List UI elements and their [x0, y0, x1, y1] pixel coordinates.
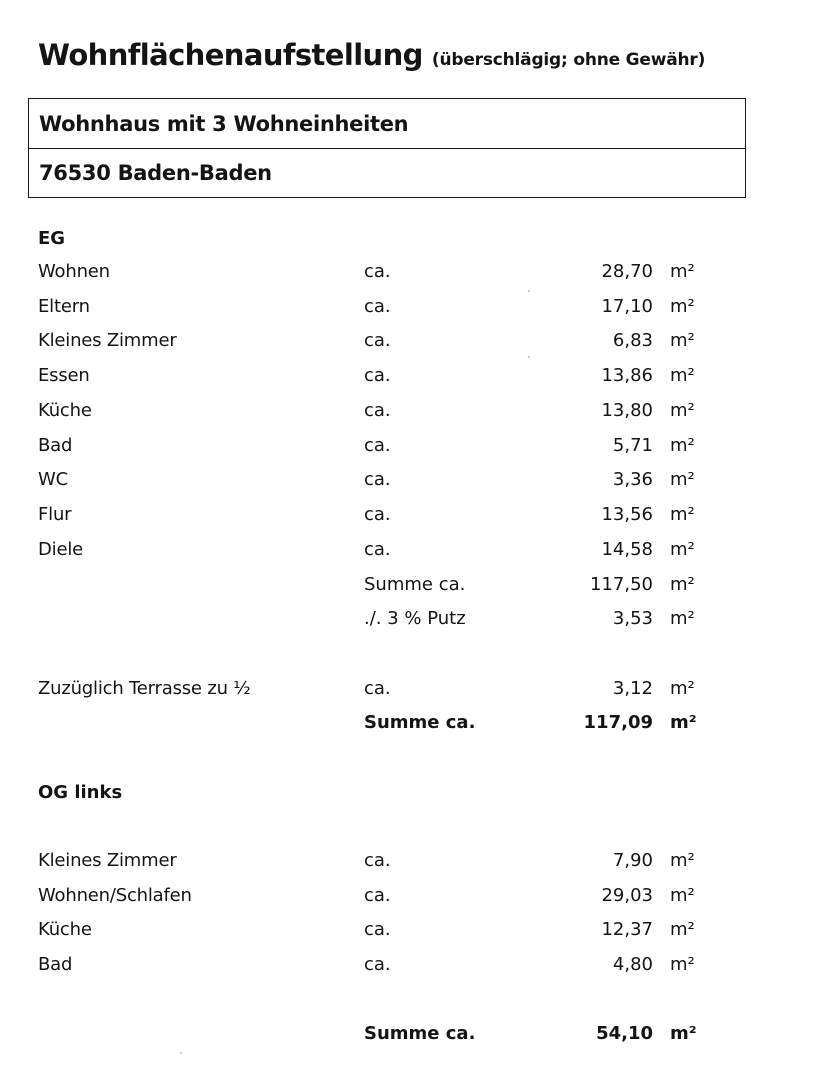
room-row: [0, 359, 815, 393]
room-row: [0, 394, 815, 428]
unit-label: m²: [670, 884, 695, 906]
room-label: Wohnen/Schlafen: [38, 884, 192, 906]
subtotal-value: 117,50: [590, 574, 653, 595]
unit-label: m²: [670, 399, 695, 421]
room-row: [0, 255, 815, 289]
room-row: [0, 463, 815, 497]
unit-label: m²: [670, 434, 695, 456]
area-value: 12,37: [601, 919, 653, 941]
room-label: Küche: [38, 399, 92, 421]
room-row: [0, 533, 815, 567]
unit-label: m²: [670, 538, 695, 560]
total-value: 54,10: [596, 1023, 653, 1044]
area-value: 5,71: [612, 434, 653, 456]
unit-label: m²: [670, 850, 695, 871]
unit-label: m²: [670, 261, 695, 282]
terrace-value: 3,12: [612, 678, 653, 699]
room-label: Küche: [38, 919, 92, 941]
ca-text: ca.: [364, 261, 391, 282]
area-value: 13,86: [601, 365, 653, 387]
room-row: [0, 290, 815, 324]
scan-speck: [528, 290, 530, 292]
total-value: 117,09: [583, 712, 653, 733]
total-label: Summe ca.: [364, 712, 476, 733]
area-value: 3,36: [612, 469, 653, 491]
room-label: Wohnen: [38, 261, 110, 282]
room-row: [0, 844, 815, 878]
room-label: Essen: [38, 365, 90, 387]
section-heading-og-links: OG links: [38, 782, 123, 803]
ca-text: ca.: [364, 469, 391, 491]
room-label: Kleines Zimmer: [38, 850, 177, 871]
eg-subtotal-row: [0, 568, 815, 602]
scan-speck: [180, 1052, 182, 1054]
ca-text: ca.: [364, 538, 391, 560]
room-label: Bad: [38, 954, 73, 976]
unit-label: m²: [670, 503, 695, 525]
room-label: Kleines Zimmer: [38, 330, 177, 352]
area-value: 7,90: [612, 850, 653, 871]
area-value: 17,10: [601, 295, 653, 317]
room-row: [0, 948, 815, 982]
area-value: 13,80: [601, 399, 653, 421]
section-heading-eg: EG: [38, 228, 66, 249]
room-row: [0, 879, 815, 913]
unit-label: m²: [670, 295, 695, 317]
room-label: Eltern: [38, 295, 90, 317]
room-label: Flur: [38, 503, 72, 525]
room-row: [0, 429, 815, 463]
scan-speck: [528, 356, 530, 358]
room-label: WC: [38, 469, 68, 491]
total-label: Summe ca.: [364, 1023, 476, 1044]
building-description: Wohnhaus mit 3 Wohneinheiten: [29, 99, 745, 149]
eg-terrace-row: [0, 672, 815, 706]
room-label: Bad: [38, 434, 73, 456]
room-row: [0, 324, 815, 358]
og-links-total-row: [0, 1017, 815, 1051]
subtotal-label: Summe ca.: [364, 574, 466, 595]
unit-label: m²: [670, 1023, 697, 1044]
ca-text: ca.: [364, 434, 391, 456]
unit-label: m²: [670, 574, 695, 595]
putz-value: 3,53: [612, 608, 653, 629]
unit-label: m²: [670, 469, 695, 491]
unit-label: m²: [670, 608, 695, 629]
property-header-box: [28, 98, 746, 198]
ca-text: ca.: [364, 399, 391, 421]
unit-label: m²: [670, 712, 697, 733]
room-label: Diele: [38, 538, 84, 560]
ca-text: ca.: [364, 503, 391, 525]
area-value: 4,80: [612, 954, 653, 976]
room-row: [0, 498, 815, 532]
ca-text: ca.: [364, 919, 391, 941]
room-row: [0, 913, 815, 947]
ca-text: ca.: [364, 330, 391, 352]
area-value: 13,56: [601, 503, 653, 525]
unit-label: m²: [670, 678, 695, 699]
ca-text: ca.: [364, 884, 391, 906]
area-value: 6,83: [612, 330, 653, 352]
unit-label: m²: [670, 330, 695, 352]
location-text: 76530 Baden-Baden: [39, 161, 272, 185]
putz-label: ./. 3 % Putz: [364, 608, 466, 629]
document-title: [38, 38, 705, 72]
eg-total-row: [0, 706, 815, 740]
unit-label: m²: [670, 954, 695, 976]
title-subtitle: (überschlägig; ohne Gewähr): [431, 50, 706, 70]
unit-label: m²: [670, 365, 695, 387]
title-text: Wohnflächenaufstellung: [38, 38, 423, 72]
area-value: 29,03: [601, 884, 653, 906]
unit-label: m²: [670, 919, 695, 941]
area-value: 14,58: [601, 538, 653, 560]
terrace-label: Zuzüglich Terrasse zu ½: [38, 678, 251, 699]
area-value: 28,70: [601, 261, 653, 282]
ca-text: ca.: [364, 365, 391, 387]
eg-putz-row: [0, 602, 815, 636]
ca-text: ca.: [364, 295, 391, 317]
ca-text: ca.: [364, 954, 391, 976]
ca-text: ca.: [364, 678, 391, 699]
ca-text: ca.: [364, 850, 391, 871]
